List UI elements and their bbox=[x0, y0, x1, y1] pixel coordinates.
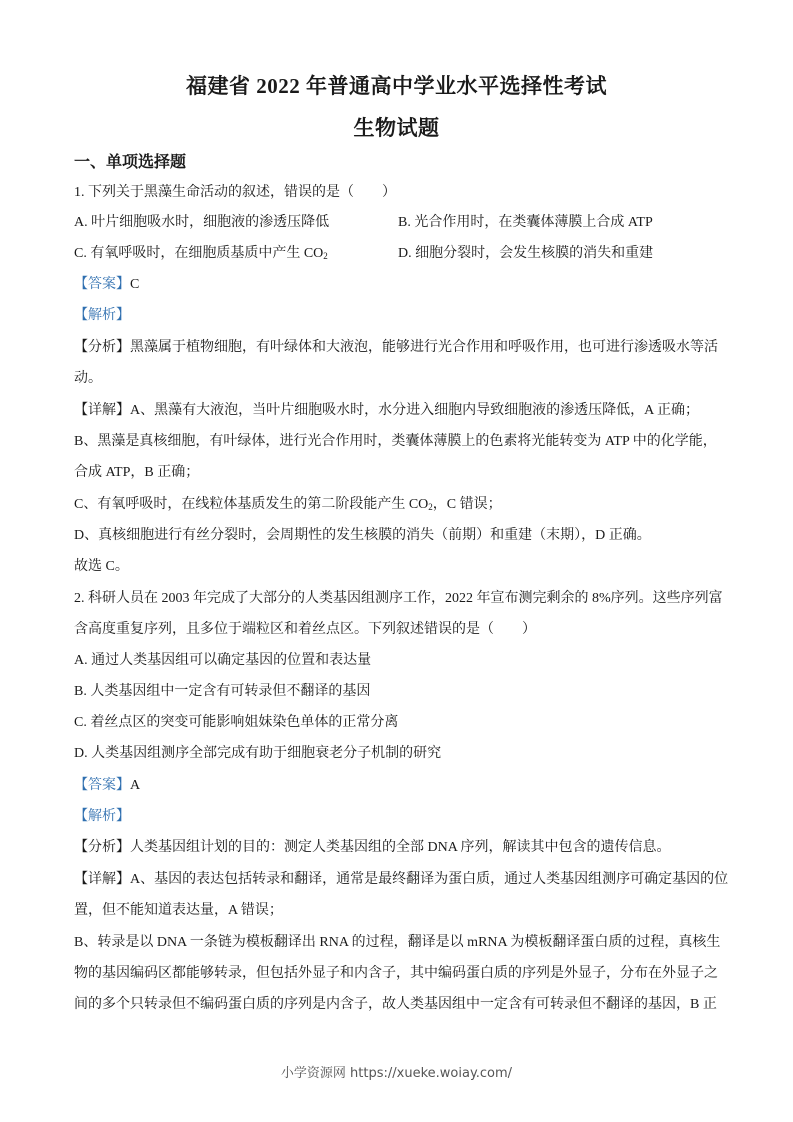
q1-detail-d: D、真核细胞进行有丝分裂时，会周期性的发生核膜的消失（前期）和重建（末期），D 正确。 bbox=[74, 528, 651, 543]
q1-detail-c: C、有氧呼吸时，在线粒体基质发生的第二阶段能产生 $CO_2$，C 错误； bbox=[74, 497, 502, 512]
q2-detail-a-2: 置，但不能知道表达量，A 错误； bbox=[74, 903, 283, 918]
q2-detail-b-1: B、转录是以 DNA 一条链为模板翻译出 RNA 的过程，翻译是以 mRNA 为模板翻译蛋白质的过程，真核生 bbox=[74, 935, 721, 950]
q1-detail-b-1: B、黑藻是真核细胞，有叶绿体，进行光合作用时，类囊体薄膜上的色素将光能转变为 ATP 中的化学能， bbox=[74, 434, 717, 449]
q1-conclusion: 故选 C。 bbox=[74, 559, 129, 574]
q2-fenxi: 【分析】人类基因组计划的目的：测定人类基因组的全部 DNA 序列，解读其中包含的遗传信息。 bbox=[74, 840, 671, 855]
q1-answer bbox=[74, 276, 724, 294]
q1-detail-a: 【详解】A、黑藻有大液泡，当叶片细胞吸水时，水分进入细胞内导致细胞液的渗透压降低，A 正确； bbox=[74, 403, 699, 418]
q2-detail-a-1: 【详解】A、基因的表达包括转录和翻译，通常是最终翻译为蛋白质，通过人类基因组测序可确定基因的位 bbox=[74, 872, 729, 887]
q1-answer-value: C bbox=[130, 277, 140, 292]
answer-label: 【答案】 bbox=[74, 277, 130, 292]
q1-stem: 1. 下列关于黑藻生命活动的叙述，错误的是（ ） bbox=[74, 185, 396, 200]
fenxi-label: 【分析】 bbox=[74, 340, 130, 355]
q1-option-b: B. 光合作用时，在类囊体薄膜上合成 ATP bbox=[398, 215, 653, 230]
q2-stem-2: 含高度重复序列，且多位于端粒区和着丝点区。下列叙述错误的是（ ） bbox=[74, 622, 536, 637]
fenxi-label: 【分析】 bbox=[74, 840, 130, 855]
q1-options-row-1 bbox=[74, 214, 724, 232]
section-heading: 一、单项选择题 bbox=[74, 154, 187, 171]
q2-option-a: A. 通过人类基因组可以确定基因的位置和表达量 bbox=[74, 653, 372, 668]
q2-stem-1: 2. 科研人员在 2003 年完成了大部分的人类基因组测序工作，2022 年宣布测完剩余的 8%序列。这些序列富 bbox=[74, 591, 723, 606]
xiangjie-label: 【详解】 bbox=[74, 403, 130, 418]
q2-detail-b-3: 间的多个只转录但不编码蛋白质的序列是内含子，故人类基因组中一定含有可转录但不翻译的基因，B 正 bbox=[74, 997, 717, 1012]
xiangjie-label: 【详解】 bbox=[74, 872, 130, 887]
q1-option-a: A. 叶片细胞吸水时，细胞液的渗透压降低 bbox=[74, 215, 330, 230]
q1-option-c: C. 有氧呼吸时，在细胞质基质中产生 $CO_2$ bbox=[74, 246, 328, 261]
footer-watermark: 小学资源网 https://xueke.woiay.com/ bbox=[280, 1066, 513, 1081]
q1-fenxi-line-2: 动。 bbox=[74, 371, 102, 386]
q2-answer bbox=[74, 777, 724, 795]
q1-option-d: D. 细胞分裂时，会发生核膜的消失和重建 bbox=[398, 246, 654, 261]
q2-analysis-label: 【解析】 bbox=[74, 809, 130, 824]
q2-answer-value: A bbox=[130, 778, 141, 793]
q2-option-c: C. 着丝点区的突变可能影响姐妹染色单体的正常分离 bbox=[74, 715, 399, 730]
q2-option-d: D. 人类基因组测序全部完成有助于细胞衰老分子机制的研究 bbox=[74, 746, 442, 761]
q2-detail-b-2: 物的基因编码区都能够转录，但包括外显子和内含子，其中编码蛋白质的序列是外显子，分布在外显子之 bbox=[74, 966, 718, 981]
q1-options-row-2 bbox=[74, 245, 724, 263]
answer-label: 【答案】 bbox=[74, 778, 130, 793]
exam-title: 福建省 2022 年普通高中学业水平选择性考试 bbox=[186, 74, 607, 98]
q1-detail-b-2: 合成 ATP，B 正确； bbox=[74, 465, 200, 480]
q1-analysis-label: 【解析】 bbox=[74, 308, 130, 323]
q2-option-b: B. 人类基因组中一定含有可转录但不翻译的基因 bbox=[74, 684, 371, 699]
q1-fenxi-line-1: 【分析】黑藻属于植物细胞，有叶绿体和大液泡，能够进行光合作用和呼吸作用，也可进行渗透吸水等活 bbox=[74, 340, 718, 355]
exam-subtitle: 生物试题 bbox=[353, 116, 440, 140]
